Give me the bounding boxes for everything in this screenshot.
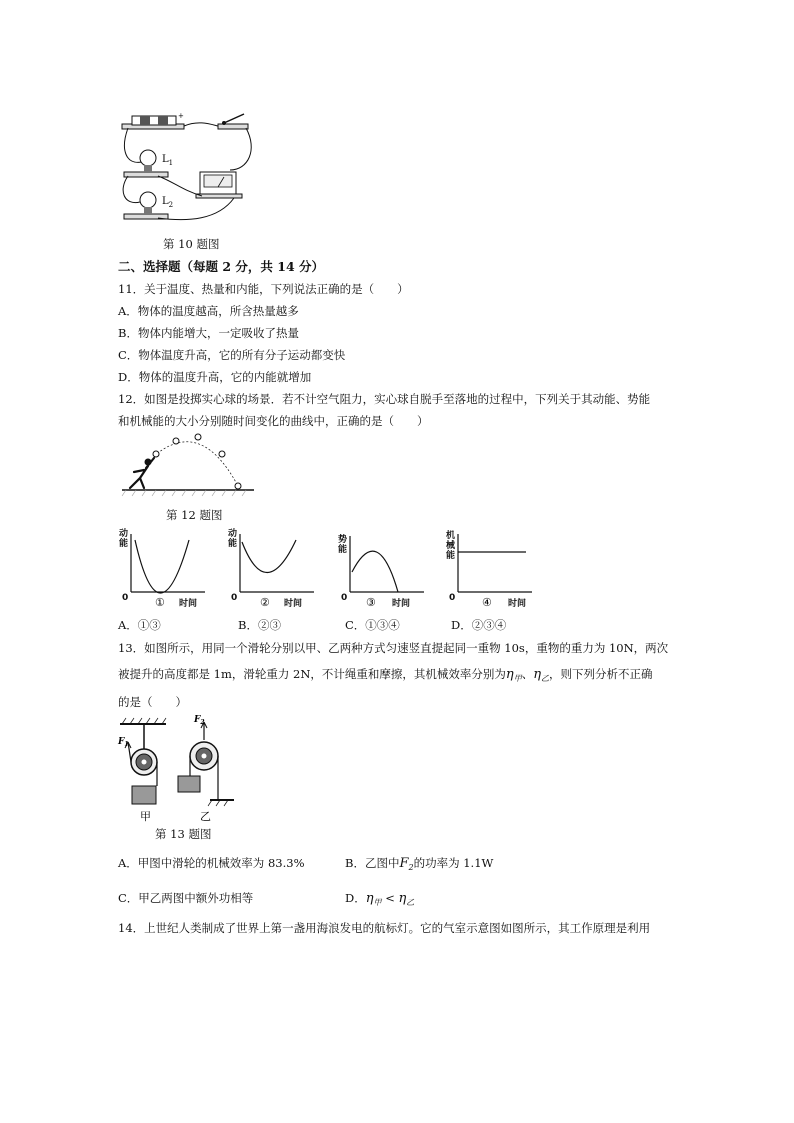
svg-text:0: 0 bbox=[449, 593, 456, 603]
svg-text:械: 械 bbox=[446, 541, 456, 551]
q11-stem: 11．关于温度、热量和内能，下列说法正确的是（ ） bbox=[118, 282, 409, 296]
label-yi: 乙 bbox=[200, 810, 211, 823]
q13-option-d: D．$\eta_甲 < \eta_乙$ bbox=[345, 891, 415, 907]
svg-text:时间: 时间 bbox=[508, 599, 527, 609]
svg-text:0: 0 bbox=[341, 593, 348, 603]
q13-option-a: A．甲图中滑轮的机械效率为 83.3% bbox=[118, 856, 305, 870]
label-jia: 甲 bbox=[140, 810, 151, 823]
q13-option-b: B．乙图中$F_2$的功率为 1.1W bbox=[345, 856, 494, 872]
pulley-figure bbox=[112, 714, 242, 826]
q13-option-c: C．甲乙两图中额外功相等 bbox=[118, 891, 254, 905]
force-f2: $F_2$ bbox=[399, 856, 414, 872]
svg-text:③: ③ bbox=[366, 596, 376, 609]
svg-text:能: 能 bbox=[446, 551, 456, 561]
kinetic-energy-curve-2 bbox=[242, 540, 296, 573]
svg-text:能: 能 bbox=[228, 539, 238, 549]
kinetic-energy-curve-1 bbox=[135, 540, 189, 593]
section-title: 二、选择题（每题 2 分，共 14 分） bbox=[118, 259, 325, 274]
svg-text:0: 0 bbox=[231, 593, 238, 603]
chart-mechanical-energy bbox=[444, 528, 554, 612]
q14-stem: 14．上世纪人类制成了世界上第一盏用海浪发电的航标灯。它的气室示意图如图所示，其工作原理是利用 bbox=[118, 921, 651, 935]
force-f1-label: $F_1$ bbox=[118, 737, 129, 748]
force-f2-label: $F_2$ bbox=[194, 715, 205, 726]
q13-stem-line2: 被提升的高度都是 1m，滑轮重力 2N，不计绳重和摩擦，其机械效率分别为$\eta_甲$、$\eta_乙$，则下列分析不正确 bbox=[118, 667, 653, 683]
svg-text:时间: 时间 bbox=[179, 599, 198, 609]
svg-text:动: 动 bbox=[119, 529, 129, 539]
circuit-figure-q10 bbox=[118, 110, 278, 230]
potential-energy-curve bbox=[352, 551, 398, 592]
svg-text:④: ④ bbox=[482, 596, 492, 609]
chart-kinetic-energy-2 bbox=[226, 528, 336, 612]
eta-jia: $\eta_甲$ bbox=[505, 667, 522, 683]
svg-text:时间: 时间 bbox=[284, 599, 303, 609]
fig10-caption: 第 10 题图 bbox=[163, 237, 220, 251]
svg-text:能: 能 bbox=[338, 545, 348, 555]
chart-kinetic-energy-1 bbox=[115, 528, 225, 612]
svg-text:动: 动 bbox=[228, 529, 238, 539]
q11-option-b: B．物体内能增大，一定吸收了热量 bbox=[118, 326, 299, 340]
q12-stem-line1: 12．如图是投掷实心球的场景．若不计空气阻力，实心球自脱手至落地的过程中，下列关于其动能、势能 bbox=[118, 392, 651, 406]
q11-option-d: D．物体的温度升高，它的内能就增加 bbox=[118, 370, 312, 384]
q12-option-c: C．①③④ bbox=[345, 618, 400, 632]
svg-text:时间: 时间 bbox=[392, 599, 411, 609]
fig12-caption: 第 12 题图 bbox=[166, 508, 223, 522]
q12-stem-line2: 和机械能的大小分别随时间变化的曲线中，正确的是（ ） bbox=[118, 414, 429, 428]
q11-option-a: A．物体的温度越高，所含热量越多 bbox=[118, 304, 299, 318]
svg-text:①: ① bbox=[155, 596, 165, 609]
q13-stem-line1: 13．如图所示，用同一个滑轮分别以甲、乙两种方式匀速竖直提起同一重物 10s，重物的重力为 10N，两次 bbox=[118, 641, 669, 655]
svg-text:0: 0 bbox=[122, 593, 129, 603]
svg-text:势: 势 bbox=[338, 535, 348, 545]
lamp-l2-label: $L_2$ bbox=[162, 196, 174, 209]
q11-option-c: C．物体温度升高，它的所有分子运动都变快 bbox=[118, 348, 346, 362]
svg-text:机: 机 bbox=[446, 531, 456, 541]
lamp-l1-label: $L_1$ bbox=[162, 154, 174, 167]
svg-text:+: + bbox=[178, 112, 184, 120]
q13-stem-line3: 的是（ ） bbox=[118, 695, 187, 709]
chart-potential-energy bbox=[336, 528, 446, 612]
shot-put-figure bbox=[118, 432, 258, 500]
svg-text:②: ② bbox=[260, 596, 270, 609]
svg-text:能: 能 bbox=[119, 539, 129, 549]
eta-yi: $\eta_乙$ bbox=[533, 667, 550, 683]
q12-option-a: A．①③ bbox=[118, 618, 161, 632]
q12-option-d: D．②③④ bbox=[451, 618, 507, 632]
fig13-caption: 第 13 题图 bbox=[155, 827, 212, 841]
q12-option-b: B．②③ bbox=[238, 618, 281, 632]
